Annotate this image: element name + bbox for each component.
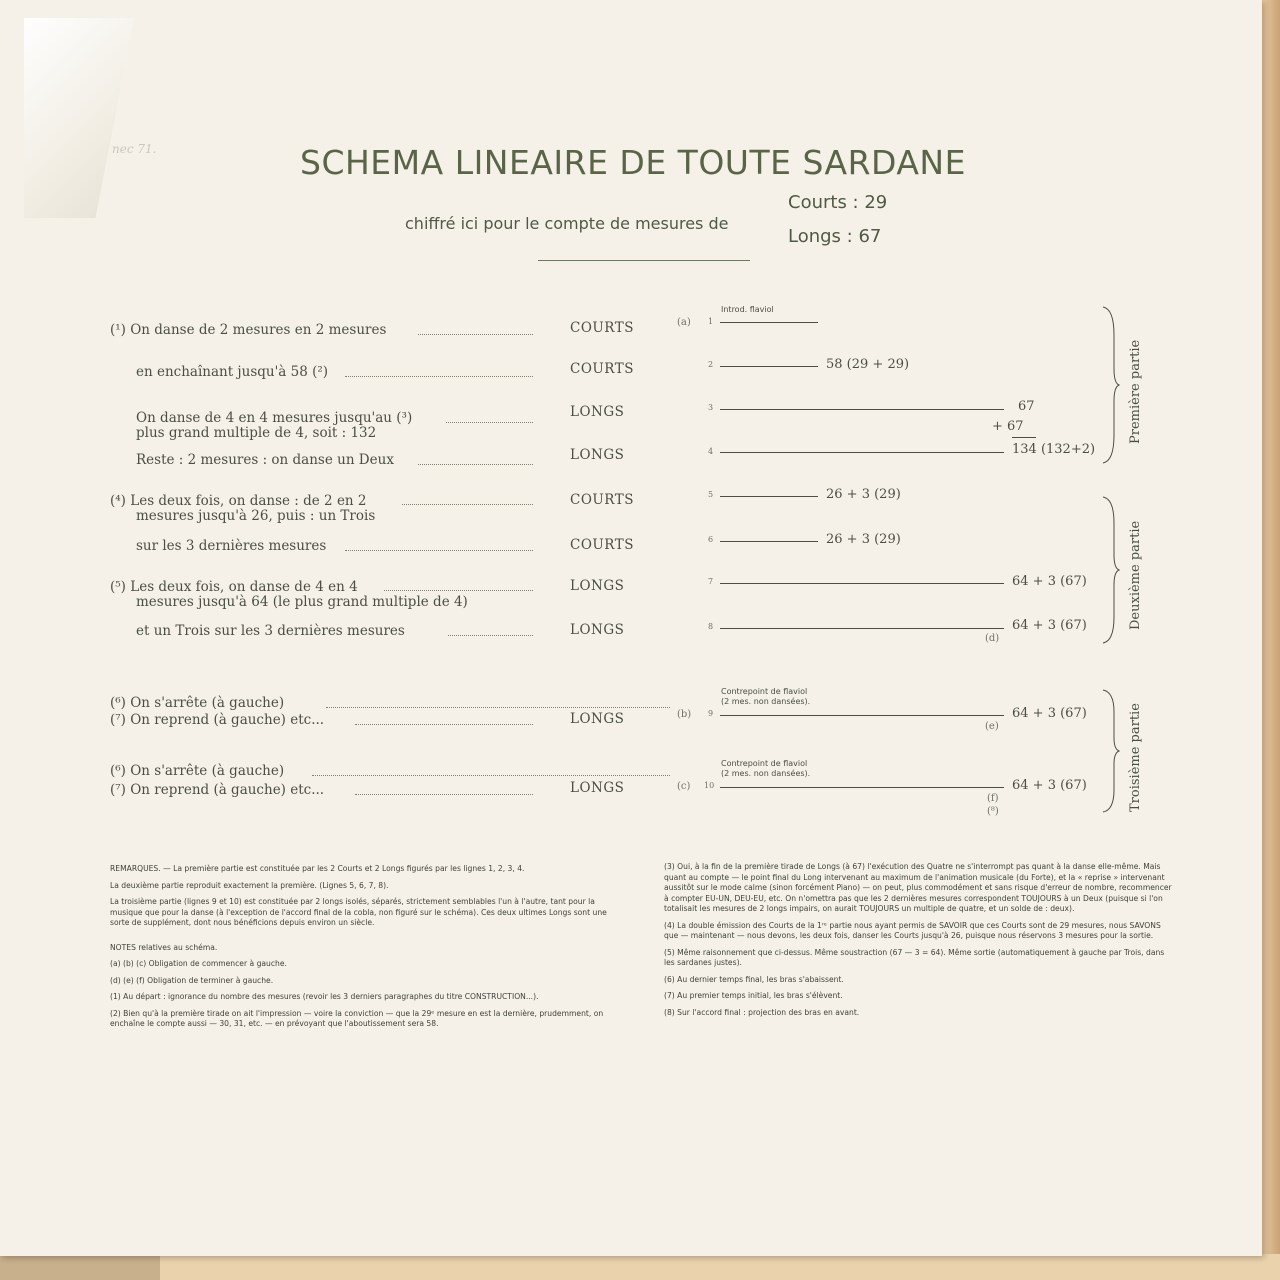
line-1 (720, 322, 818, 323)
row-3-kind: LONGS (570, 404, 625, 420)
note-5: (5) Même raisonnement que ci-dessus. Même soustraction (67 — 3 = 64). Même sortie (automatiquement à gauche par Trois, dans les sardanes justes). (664, 947, 1165, 967)
page-title: SCHEMA LINEAIRE DE TOUTE SARDANE (300, 143, 966, 182)
value-8: 64 + 3 (67) (1012, 618, 1087, 633)
letter-c: (c) (677, 781, 691, 792)
row-6-text: sur les 3 dernières mesures (136, 538, 327, 554)
row-2-dots (345, 376, 533, 377)
notes-heading: NOTES relatives au schéma. (110, 942, 218, 952)
value-2: 58 (29 + 29) (826, 357, 910, 372)
value-6: 26 + 3 (29) (826, 532, 901, 547)
note-6: (6) Au dernier temps final, les bras s'abaissent. (664, 974, 844, 984)
line-8 (720, 628, 1004, 629)
section-label-troisieme: Troisième partie (1128, 703, 1143, 812)
row-10-dots (355, 724, 533, 725)
bottom-edge (160, 1254, 1280, 1280)
brace-troisieme (1100, 688, 1120, 813)
tick-10: 10 (704, 781, 715, 790)
note-remarques-1: REMARQUES. — La première partie est constituée par les 2 Courts et 2 Longs figurés par les lignes 1, 2, 3, 4. (110, 864, 525, 873)
row-7-text2: mesures jusqu'à 64 (le plus grand multiple de 4) (136, 594, 468, 610)
line-7 (720, 583, 1004, 584)
sum-rule (1012, 437, 1036, 438)
row-5-text2: mesures jusqu'à 26, puis : un Trois (136, 508, 376, 524)
row-3-dots (446, 422, 533, 423)
value-3b: + 67 (992, 419, 1024, 434)
letter-f: (f) (987, 793, 999, 804)
notes-right-column (664, 862, 1176, 1024)
contrepoint2-line-2: (2 mes. non dansées). (721, 769, 811, 778)
row-7-text: (⁵) Les deux fois, on danse de 4 en 4 (110, 579, 358, 595)
letter-d: (d) (985, 633, 1000, 644)
row-4-dots (418, 464, 533, 465)
note-remarques-2: La deuxième partie reproduit exactement la première. (Lignes 5, 6, 7, 8). (110, 880, 389, 890)
note-def: (d) (e) (f) Obligation de terminer à gauche. (110, 975, 274, 985)
row-3-text2: plus grand multiple de 4, soit : 132 (136, 425, 377, 441)
contrepoint-line-2: (2 mes. non dansées). (721, 697, 811, 706)
row-8-kind: LONGS (570, 622, 625, 638)
row-5-text: (⁴) Les deux fois, on danse : de 2 en 2 (110, 493, 367, 509)
contrepoint2-line-1: Contrepoint de flaviol (721, 759, 808, 768)
album-spine (1262, 0, 1280, 1280)
brace-deuxieme (1100, 495, 1120, 645)
value-10: 64 + 3 (67) (1012, 778, 1087, 793)
courts-count: Courts : 29 (788, 192, 888, 213)
tick-2: 2 (708, 360, 714, 369)
row-12-dots (355, 794, 533, 795)
row-11-dots (312, 775, 670, 776)
folded-corner (24, 18, 134, 218)
value-5: 26 + 3 (29) (826, 487, 901, 502)
line-5 (720, 496, 818, 497)
contrepoint-label-1 (721, 687, 810, 707)
tick-8: 8 (708, 622, 714, 631)
row-1-text: (¹) On danse de 2 mesures en 2 mesures (110, 322, 387, 338)
row-2-kind: COURTS (570, 361, 634, 377)
value-3: 67 (1018, 399, 1035, 414)
tick-5: 5 (708, 490, 714, 499)
section-label-deuxieme: Deuxième partie (1128, 520, 1143, 630)
row-9-dots (326, 707, 670, 708)
row-1-kind: COURTS (570, 320, 634, 336)
line-6 (720, 541, 818, 542)
row-5-dots (402, 504, 533, 505)
contrepoint-line-1: Contrepoint de flaviol (721, 687, 808, 696)
row-10-kind: LONGS (570, 711, 625, 727)
row-12-kind: LONGS (570, 780, 625, 796)
page-subtitle: chiffré ici pour le compte de mesures de (405, 214, 729, 233)
row-1-dots (418, 334, 533, 335)
note-4: (4) La double émission des Courts de la 1ʳᵉ partie nous ayant permis de SAVOIR que ces Courts sont de 29 mesures, nous SAVONS que — maintenant — nous devons, les deux fois, danser les Courts jusqu'à 26, puisque nous réservons 3 mesures pour la sortie. (664, 920, 1161, 940)
note-8: (8) Sur l'accord final : projection des bras en avant. (664, 1007, 860, 1017)
note-1: (1) Au départ : ignorance du nombre des mesures (revoir les 3 derniers paragraphes du titre CONSTRUCTION...). (110, 992, 539, 1001)
tick-4: 4 (708, 447, 714, 456)
value-4: 134 (132+2) (1012, 442, 1096, 457)
row-8-text: et un Trois sur les 3 dernières mesures (136, 623, 405, 639)
line-4 (720, 452, 1004, 453)
note-3: (3) Oui, à la fin de la première tirade de Longs (à 67) l'exécution des Quatre ne s'interrompt pas quant à la danse elle-même. Mais quant au compte — le point final du Long intervenant au maximum de l'animation musicale (du Forte), et la « reprise » intervenant aussitôt sur le mode calme (sinon forcément Piano) — on peut, plus commodément et sans risque d'erreur de nombre, recommencer à compter EU-UN, DEU-EU, etc. On n'omettra pas que les 2 dernières mesures correspondent TOUJOURS à un Deux (puisque si l'on totalisait les mesures de 2 longs impairs, on aurait TOUJOURS un multiple de quatre, et un solde de : deux). (664, 862, 1172, 913)
row-2-text: en enchaînant jusqu'à 58 (²) (136, 364, 329, 380)
longs-count: Longs : 67 (788, 226, 882, 247)
intro-label: Introd. flaviol (721, 305, 774, 314)
row-10-text: (⁷) On reprend (à gauche) etc... (110, 712, 325, 728)
row-9-text: (⁶) On s'arrête (à gauche) (110, 695, 285, 711)
tick-6: 6 (708, 535, 714, 544)
title-underline (538, 260, 750, 261)
note-remarques-3: La troisième partie (lignes 9 et 10) est constituée par 2 longs isolés, séparés, strictement semblables l'un à l'autre, tant pour la musique que pour la danse (à l'exception de l'accord final de la cobla, non figuré sur le schéma). Ces deux ultimes Longs sont une sorte de supplément, dont nous bénéficions depuis environ un siècle. (110, 897, 607, 927)
notes-left-column (110, 864, 622, 1036)
row-3-text: On danse de 4 en 4 mesures jusqu'au (³) (136, 410, 413, 426)
line-9 (720, 715, 1004, 716)
line-3 (720, 409, 1004, 410)
row-12-text: (⁷) On reprend (à gauche) etc... (110, 782, 325, 798)
section-label-premiere: Première partie (1128, 339, 1143, 444)
row-8-dots (448, 635, 533, 636)
row-6-kind: COURTS (570, 537, 634, 553)
tick-7: 7 (708, 577, 714, 586)
letter-b: (b) (677, 709, 692, 720)
row-6-dots (345, 550, 533, 551)
letter-e: (e) (985, 721, 999, 732)
contrepoint-label-2 (721, 759, 810, 779)
letter-a: (a) (677, 317, 691, 328)
line-2 (720, 366, 818, 367)
row-4-kind: LONGS (570, 447, 625, 463)
row-7-dots (384, 590, 533, 591)
tick-3: 3 (708, 403, 714, 412)
handwritten-note: nec 71. (112, 142, 157, 156)
note-7: (7) Au premier temps initial, les bras s'élèvent. (664, 991, 843, 1000)
brace-premiere (1100, 305, 1120, 465)
row-5-kind: COURTS (570, 492, 634, 508)
value-7: 64 + 3 (67) (1012, 574, 1087, 589)
letter-g: (⁸) (987, 806, 999, 817)
tick-1: 1 (708, 317, 714, 326)
row-7-kind: LONGS (570, 578, 625, 594)
value-9: 64 + 3 (67) (1012, 706, 1087, 721)
row-11-text: (⁶) On s'arrête (à gauche) (110, 763, 285, 779)
row-4-text: Reste : 2 mesures : on danse un Deux (136, 452, 394, 468)
note-abc: (a) (b) (c) Obligation de commencer à gauche. (110, 959, 287, 968)
line-10 (720, 787, 1004, 788)
note-2: (2) Bien qu'à la première tirade on ait l'impression — voire la conviction — que la 29ᵉ mesure en est la dernière, prudemment, on enchaîne le compte aussi — 30, 31, etc. — en prévoyant que l'aboutissement sera 58. (110, 1008, 604, 1028)
tick-9: 9 (708, 709, 714, 718)
